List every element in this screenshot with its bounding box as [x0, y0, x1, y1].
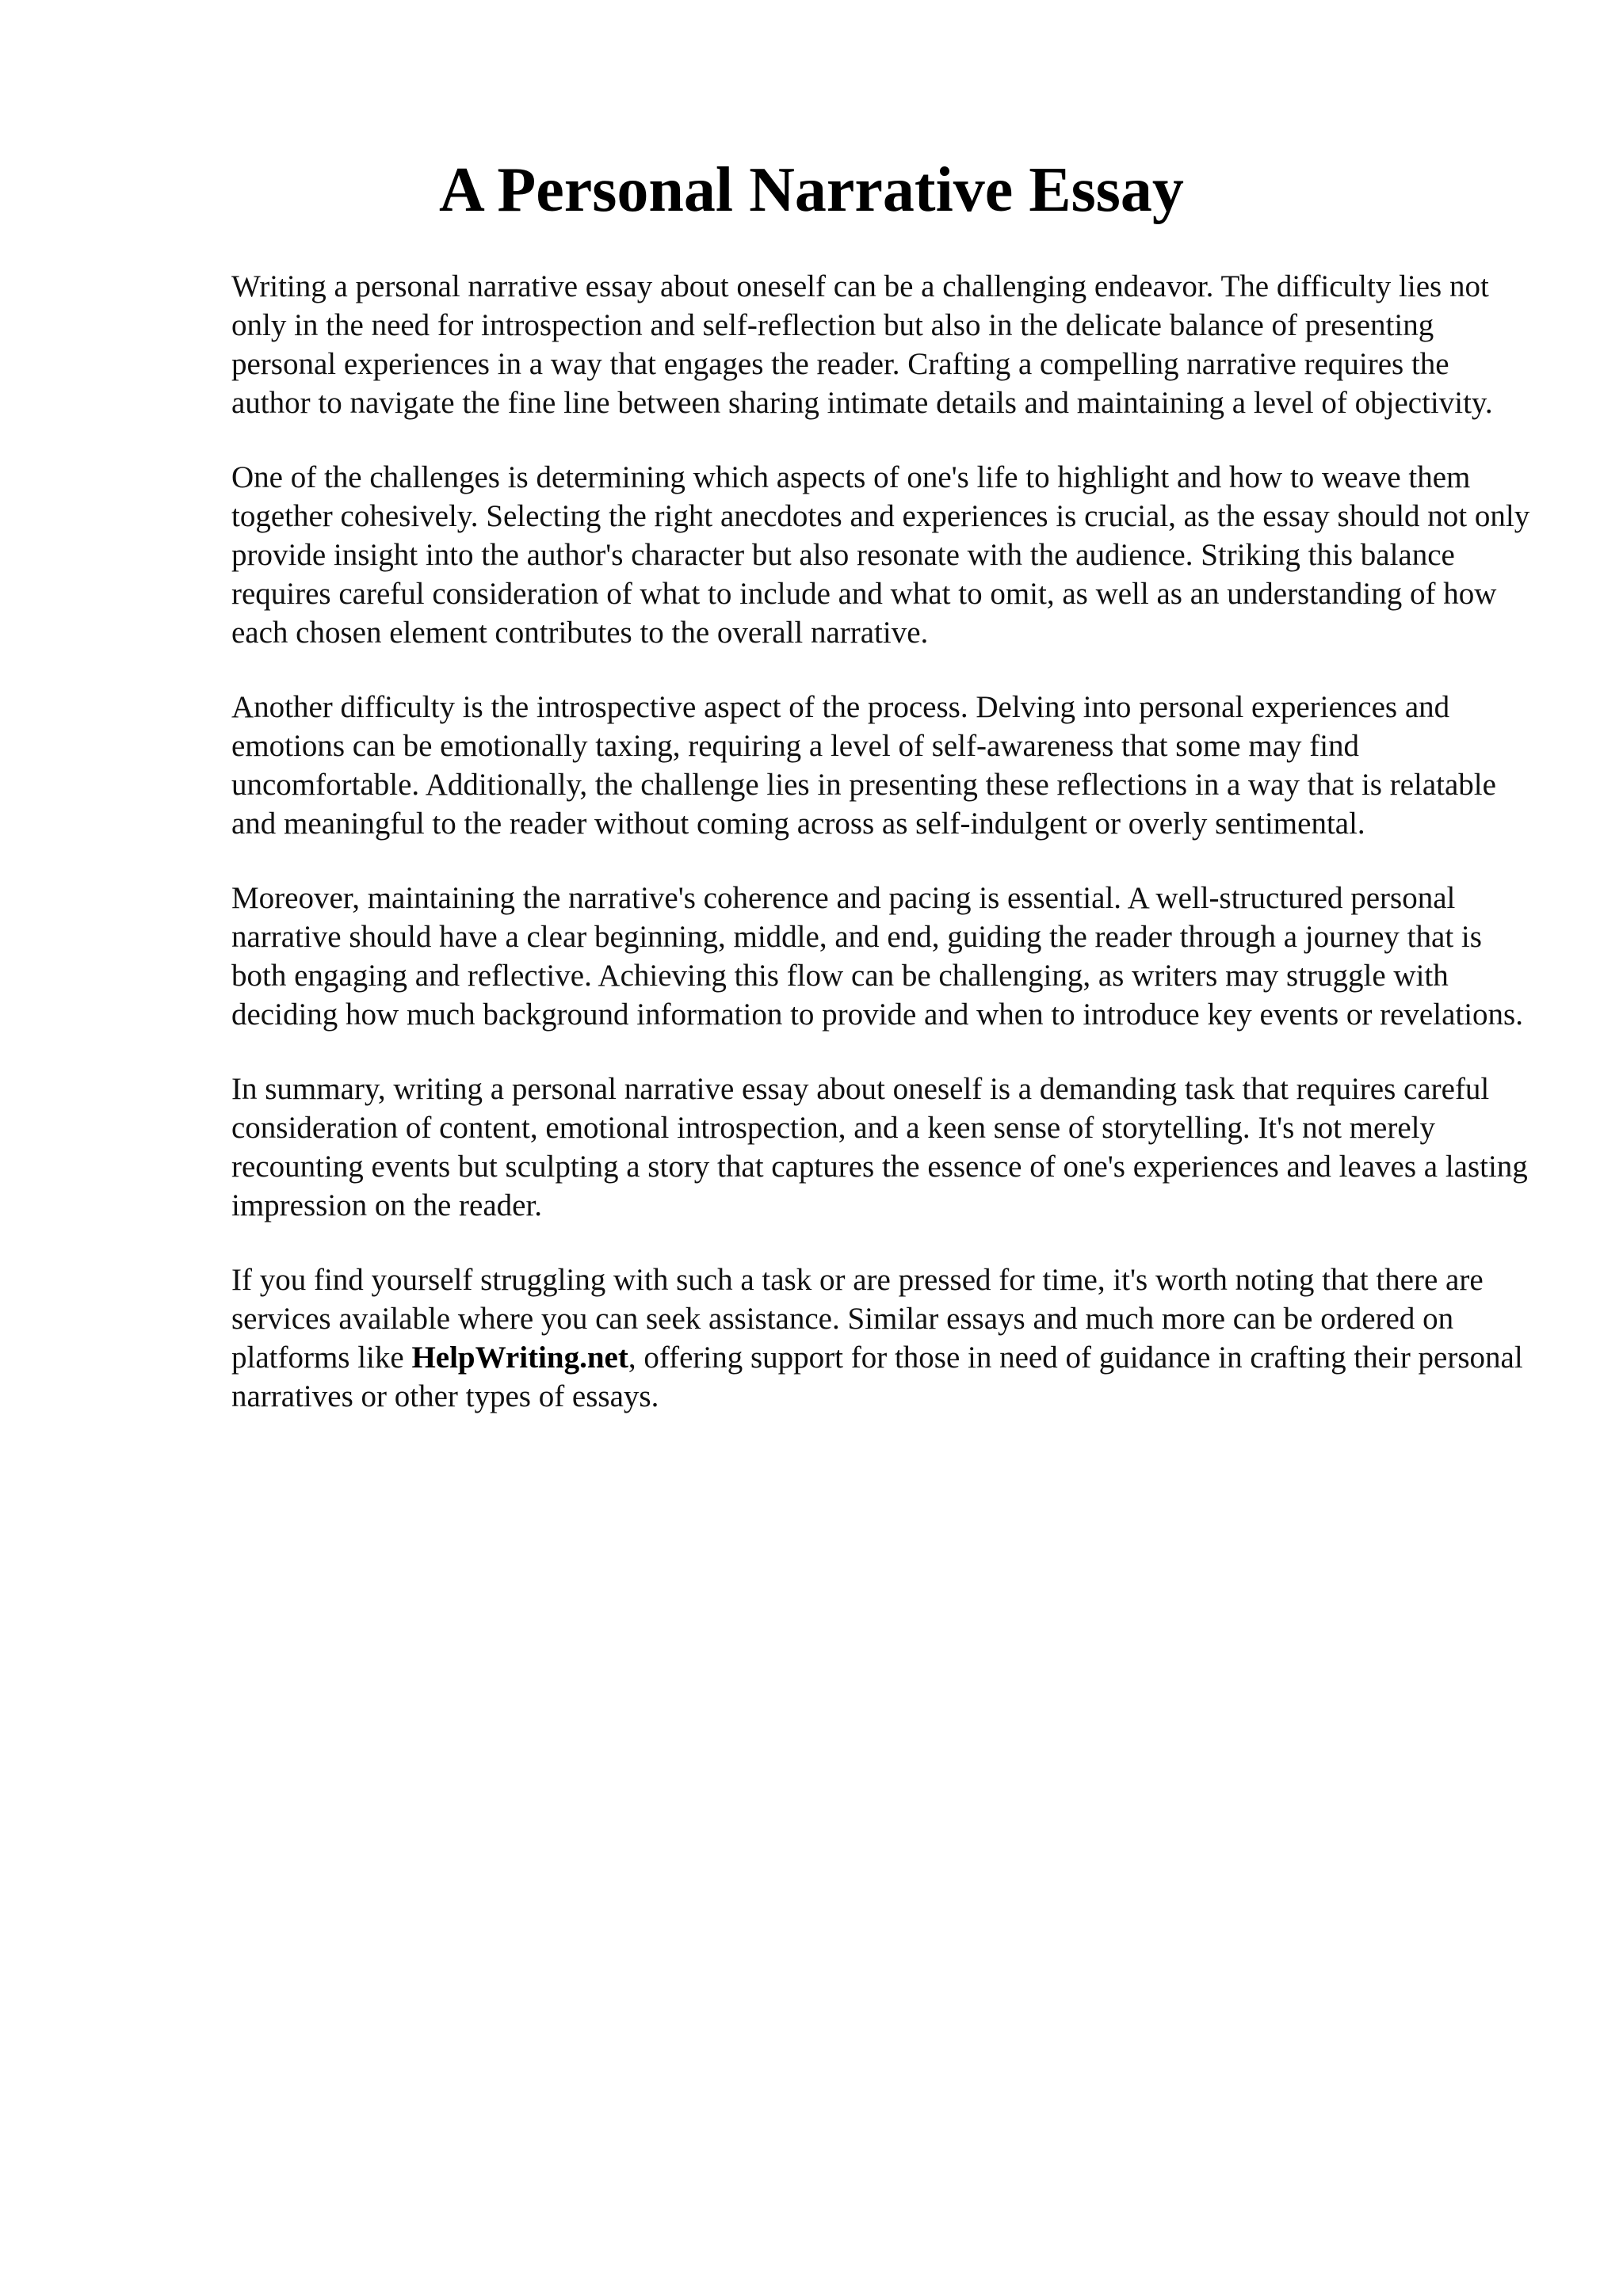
paragraph-2: One of the challenges is determining which aspects of one's life to highlight and how to weave them together cohesively. Selecting the right anecdotes and experiences is crucial, as the essay should not only provide insight into the author's character but also resonate with the audience. Striking this balance requires careful consideration of what to include and what to omit, as well as an understanding of how each chosen element contributes to the overall narrative.: [231, 460, 1530, 650]
paragraph-4: Moreover, maintaining the narrative's coherence and pacing is essential. A well-structured personal narrative should have a clear beginning, middle, and end, guiding the reader through a journey that is both engaging and reflective. Achieving this flow can be challenging, as writers may struggle with deciding how much background information to provide and when to introduce key events or revelations.: [231, 881, 1523, 1032]
document-body: [231, 267, 1531, 1451]
paragraph-5: In summary, writing a personal narrative essay about oneself is a demanding task that requires careful consideration of content, emotional introspection, and a keen sense of storytelling. It's not merely recounting events but sculpting a story that captures the essence of one's experiences and leaves a lasting impression on the reader.: [231, 1072, 1528, 1222]
paragraph-6: [231, 1261, 1531, 1416]
paragraph-1: Writing a personal narrative essay about oneself can be a challenging endeavor. The difficulty lies not only in the need for introspection and self-reflection but also in the delicate balance of presenting personal experiences in a way that engages the reader. Crafting a compelling narrative requires the author to navigate the fine line between sharing intimate details and maintaining a level of objectivity.: [231, 269, 1493, 420]
helpwriting-link[interactable]: HelpWriting.net: [411, 1341, 628, 1375]
document-title: A Personal Narrative Essay: [439, 155, 1184, 225]
paragraph-6-after-link: , offering support for those in need of guidance in crafting their personal narratives or other types of essays.: [231, 1341, 1523, 1413]
paragraph-3: Another difficulty is the introspective aspect of the process. Delving into personal experiences and emotions can be emotionally taxing, requiring a level of self-awareness that some may find uncomfortable. Additionally, the challenge lies in presenting these reflections in a way that is relatable and meaningful to the reader without coming across as self-indulgent or overly sentimental.: [231, 690, 1496, 841]
paragraph-6-before-link: If you find yourself struggling with such a task or are pressed for time, it's worth noting that there are services available where you can seek assistance. Similar essays and much more can be ordered on platforms like: [231, 1263, 1484, 1375]
